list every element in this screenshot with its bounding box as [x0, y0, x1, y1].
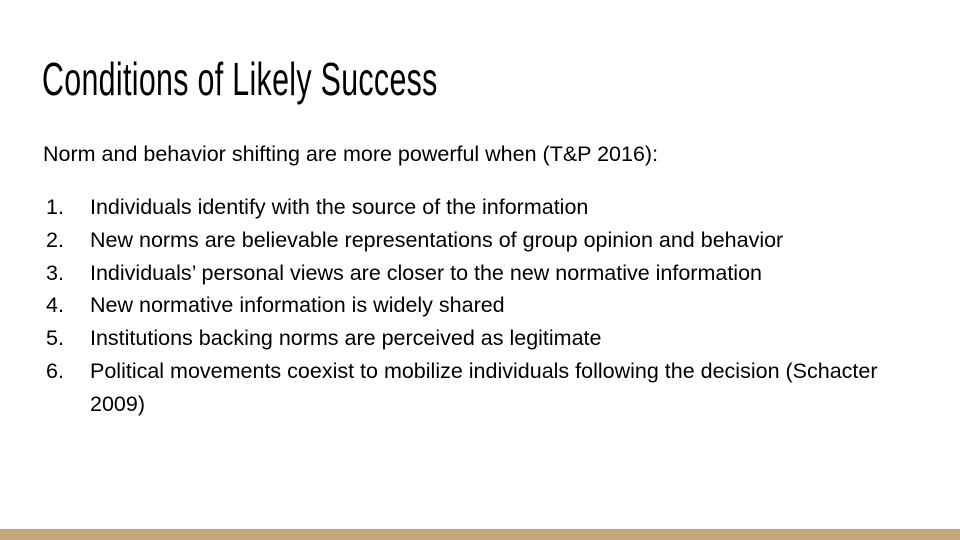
slide-intro: Norm and behavior shifting are more powerful when (T&P 2016): [43, 142, 659, 166]
list-item-number: 3. [46, 260, 64, 285]
list-item-text: Political movements coexist to mobilize individuals following the decision (Schacter 2009) [90, 358, 878, 416]
list-item [43, 191, 923, 224]
list-item-number: 5. [46, 326, 64, 351]
list-item [43, 322, 923, 355]
list-item-text: New normative information is widely shared [90, 293, 505, 318]
list-item-text: New norms are believable representations of group opinion and behavior [90, 227, 784, 252]
list-item-text: Individuals’ personal views are closer to the new normative information [90, 260, 763, 285]
list-item-number: 1. [46, 195, 64, 219]
list-item [43, 257, 923, 290]
list-item-number: 6. [46, 358, 64, 383]
list-item [43, 289, 923, 322]
list-item [43, 355, 923, 421]
accent-bar [0, 529, 960, 540]
conditions-list [43, 191, 923, 421]
list-item [43, 224, 923, 257]
list-item-number: 4. [46, 293, 64, 318]
list-item-number: 2. [46, 227, 64, 252]
list-item-text: Institutions backing norms are perceived as legitimate [90, 326, 602, 351]
list-item-text: Individuals identify with the source of the information [90, 195, 589, 219]
slide-title: Conditions of Likely Success [42, 53, 438, 105]
